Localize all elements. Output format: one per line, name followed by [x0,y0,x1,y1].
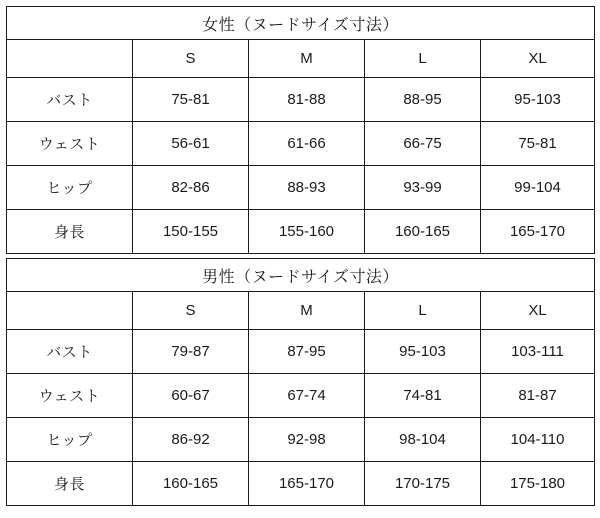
table-header-row [7,292,595,330]
column-header-blank [7,40,133,78]
cell-value: 56-61 [133,122,249,166]
cell-value: 75-81 [481,122,595,166]
table-caption-row [7,7,595,40]
size-table-male [6,258,595,506]
table-header-row [7,40,595,78]
cell-value: 103-111 [481,330,595,374]
table-row [7,78,595,122]
cell-value: 86-92 [133,418,249,462]
cell-value: 165-170 [481,210,595,254]
row-label: バスト [7,78,133,122]
row-label: ウェスト [7,122,133,166]
cell-value: 98-104 [365,418,481,462]
column-header-l: L [365,40,481,78]
cell-value: 60-67 [133,374,249,418]
table-row [7,374,595,418]
column-header-m: M [249,292,365,330]
column-header-l: L [365,292,481,330]
table-row [7,330,595,374]
cell-value: 104-110 [481,418,595,462]
row-label: バスト [7,330,133,374]
cell-value: 160-165 [133,462,249,506]
table-caption: 男性（ヌードサイズ寸法） [7,259,595,292]
table-row [7,166,595,210]
size-table-female [6,6,595,254]
cell-value: 93-99 [365,166,481,210]
column-header-xl: XL [481,40,595,78]
cell-value: 75-81 [133,78,249,122]
cell-value: 67-74 [249,374,365,418]
table-row [7,210,595,254]
cell-value: 88-95 [365,78,481,122]
cell-value: 88-93 [249,166,365,210]
column-header-m: M [249,40,365,78]
cell-value: 165-170 [249,462,365,506]
cell-value: 74-81 [365,374,481,418]
cell-value: 95-103 [481,78,595,122]
column-header-s: S [133,40,249,78]
cell-value: 155-160 [249,210,365,254]
column-header-s: S [133,292,249,330]
cell-value: 81-87 [481,374,595,418]
table-caption-row [7,259,595,292]
cell-value: 66-75 [365,122,481,166]
cell-value: 170-175 [365,462,481,506]
row-label: ウェスト [7,374,133,418]
cell-value: 99-104 [481,166,595,210]
table-row [7,462,595,506]
cell-value: 82-86 [133,166,249,210]
cell-value: 81-88 [249,78,365,122]
cell-value: 79-87 [133,330,249,374]
row-label: 身長 [7,462,133,506]
row-label: ヒップ [7,418,133,462]
cell-value: 160-165 [365,210,481,254]
table-caption: 女性（ヌードサイズ寸法） [7,7,595,40]
cell-value: 95-103 [365,330,481,374]
cell-value: 92-98 [249,418,365,462]
column-header-xl: XL [481,292,595,330]
cell-value: 175-180 [481,462,595,506]
row-label: ヒップ [7,166,133,210]
cell-value: 61-66 [249,122,365,166]
cell-value: 87-95 [249,330,365,374]
table-row [7,122,595,166]
table-row [7,418,595,462]
cell-value: 150-155 [133,210,249,254]
row-label: 身長 [7,210,133,254]
column-header-blank [7,292,133,330]
